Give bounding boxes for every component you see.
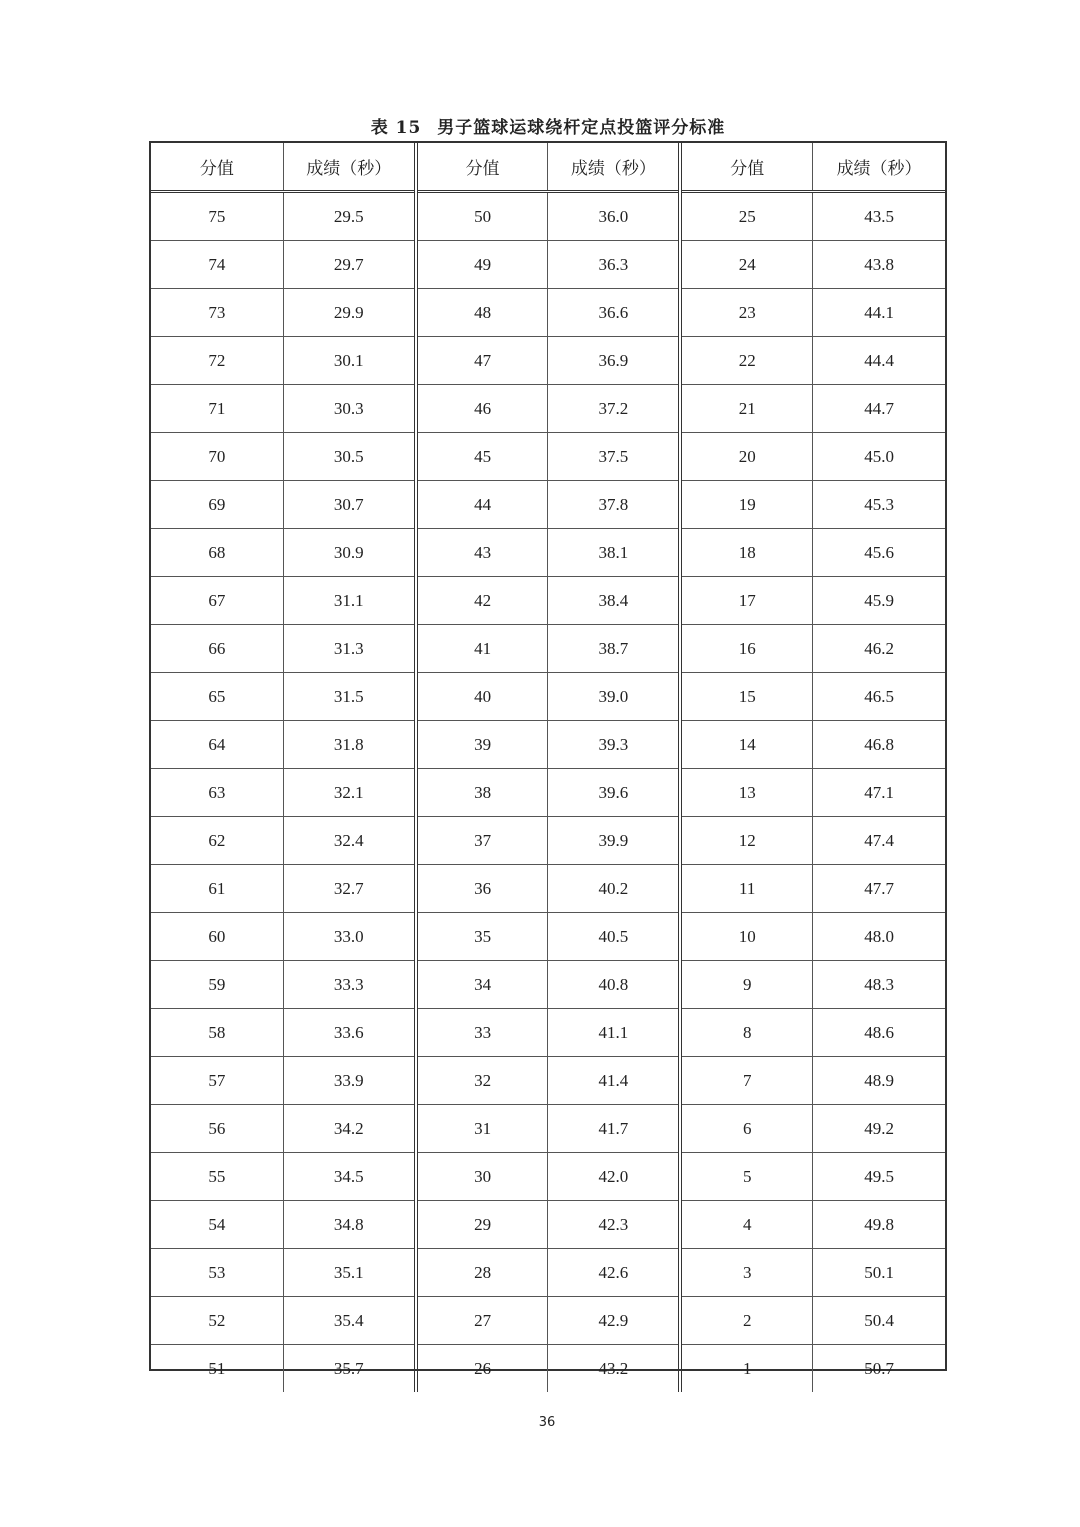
score-cell: 9 bbox=[680, 961, 812, 1009]
score-cell: 8 bbox=[680, 1009, 812, 1057]
time-cell: 45.6 bbox=[813, 529, 945, 577]
time-cell: 46.5 bbox=[813, 673, 945, 721]
table-row bbox=[151, 1345, 945, 1393]
time-cell: 33.9 bbox=[283, 1057, 415, 1105]
score-cell: 56 bbox=[151, 1105, 283, 1153]
score-cell: 21 bbox=[680, 385, 812, 433]
score-cell: 50 bbox=[416, 192, 548, 241]
time-cell: 31.1 bbox=[283, 577, 415, 625]
time-cell: 32.1 bbox=[283, 769, 415, 817]
time-cell: 36.9 bbox=[548, 337, 680, 385]
time-cell: 34.2 bbox=[283, 1105, 415, 1153]
time-cell: 48.9 bbox=[813, 1057, 945, 1105]
time-cell: 49.8 bbox=[813, 1201, 945, 1249]
time-cell: 29.9 bbox=[283, 289, 415, 337]
time-cell: 49.2 bbox=[813, 1105, 945, 1153]
score-cell: 57 bbox=[151, 1057, 283, 1105]
time-cell: 30.1 bbox=[283, 337, 415, 385]
time-cell: 47.4 bbox=[813, 817, 945, 865]
score-cell: 36 bbox=[416, 865, 548, 913]
time-cell: 41.7 bbox=[548, 1105, 680, 1153]
table-row bbox=[151, 1009, 945, 1057]
score-cell: 61 bbox=[151, 865, 283, 913]
time-cell: 42.3 bbox=[548, 1201, 680, 1249]
table-row bbox=[151, 865, 945, 913]
table-row bbox=[151, 192, 945, 241]
table-row bbox=[151, 433, 945, 481]
score-cell: 49 bbox=[416, 241, 548, 289]
score-cell: 47 bbox=[416, 337, 548, 385]
table-body bbox=[151, 192, 945, 1393]
time-cell: 50.1 bbox=[813, 1249, 945, 1297]
time-cell: 34.5 bbox=[283, 1153, 415, 1201]
score-cell: 23 bbox=[680, 289, 812, 337]
time-cell: 33.3 bbox=[283, 961, 415, 1009]
time-cell: 37.2 bbox=[548, 385, 680, 433]
time-cell: 50.4 bbox=[813, 1297, 945, 1345]
score-cell: 4 bbox=[680, 1201, 812, 1249]
table-row bbox=[151, 385, 945, 433]
time-cell: 31.5 bbox=[283, 673, 415, 721]
table-row bbox=[151, 289, 945, 337]
score-cell: 64 bbox=[151, 721, 283, 769]
time-cell: 33.0 bbox=[283, 913, 415, 961]
scoring-table bbox=[151, 143, 945, 1392]
table-row bbox=[151, 529, 945, 577]
score-cell: 67 bbox=[151, 577, 283, 625]
score-cell: 48 bbox=[416, 289, 548, 337]
time-cell: 47.1 bbox=[813, 769, 945, 817]
score-cell: 30 bbox=[416, 1153, 548, 1201]
time-cell: 48.0 bbox=[813, 913, 945, 961]
score-cell: 45 bbox=[416, 433, 548, 481]
score-cell: 42 bbox=[416, 577, 548, 625]
score-cell: 60 bbox=[151, 913, 283, 961]
score-cell: 68 bbox=[151, 529, 283, 577]
time-cell: 36.0 bbox=[548, 192, 680, 241]
score-cell: 74 bbox=[151, 241, 283, 289]
time-cell: 45.3 bbox=[813, 481, 945, 529]
time-cell: 38.7 bbox=[548, 625, 680, 673]
time-cell: 34.8 bbox=[283, 1201, 415, 1249]
table-row bbox=[151, 961, 945, 1009]
score-cell: 19 bbox=[680, 481, 812, 529]
time-cell: 41.4 bbox=[548, 1057, 680, 1105]
score-cell: 20 bbox=[680, 433, 812, 481]
score-cell: 41 bbox=[416, 625, 548, 673]
time-cell: 39.6 bbox=[548, 769, 680, 817]
time-cell: 44.7 bbox=[813, 385, 945, 433]
table-row bbox=[151, 1201, 945, 1249]
score-cell: 70 bbox=[151, 433, 283, 481]
table-row bbox=[151, 673, 945, 721]
score-cell: 11 bbox=[680, 865, 812, 913]
time-cell: 43.5 bbox=[813, 192, 945, 241]
score-cell: 54 bbox=[151, 1201, 283, 1249]
score-cell: 12 bbox=[680, 817, 812, 865]
time-cell: 43.8 bbox=[813, 241, 945, 289]
time-cell: 31.3 bbox=[283, 625, 415, 673]
table-row bbox=[151, 1105, 945, 1153]
score-cell: 35 bbox=[416, 913, 548, 961]
score-cell: 14 bbox=[680, 721, 812, 769]
score-cell: 39 bbox=[416, 721, 548, 769]
score-cell: 71 bbox=[151, 385, 283, 433]
table-row bbox=[151, 337, 945, 385]
score-cell: 44 bbox=[416, 481, 548, 529]
score-cell: 69 bbox=[151, 481, 283, 529]
time-cell: 38.1 bbox=[548, 529, 680, 577]
time-cell: 47.7 bbox=[813, 865, 945, 913]
score-cell: 51 bbox=[151, 1345, 283, 1393]
table-row bbox=[151, 1153, 945, 1201]
header-score: 分值 bbox=[416, 143, 548, 192]
score-cell: 18 bbox=[680, 529, 812, 577]
score-cell: 2 bbox=[680, 1297, 812, 1345]
score-cell: 5 bbox=[680, 1153, 812, 1201]
time-cell: 43.2 bbox=[548, 1345, 680, 1393]
table-row bbox=[151, 1057, 945, 1105]
time-cell: 39.0 bbox=[548, 673, 680, 721]
header-score: 分值 bbox=[680, 143, 812, 192]
time-cell: 30.9 bbox=[283, 529, 415, 577]
scoring-table-frame bbox=[149, 141, 947, 1378]
time-cell: 40.5 bbox=[548, 913, 680, 961]
table-row bbox=[151, 913, 945, 961]
table-row bbox=[151, 817, 945, 865]
time-cell: 39.3 bbox=[548, 721, 680, 769]
header-time: 成绩（秒） bbox=[548, 143, 680, 192]
time-cell: 30.3 bbox=[283, 385, 415, 433]
time-cell: 50.7 bbox=[813, 1345, 945, 1393]
time-cell: 42.0 bbox=[548, 1153, 680, 1201]
score-cell: 22 bbox=[680, 337, 812, 385]
score-cell: 25 bbox=[680, 192, 812, 241]
score-cell: 46 bbox=[416, 385, 548, 433]
score-cell: 33 bbox=[416, 1009, 548, 1057]
time-cell: 37.5 bbox=[548, 433, 680, 481]
table-header-row bbox=[151, 143, 945, 192]
score-cell: 65 bbox=[151, 673, 283, 721]
table-row bbox=[151, 481, 945, 529]
table-row bbox=[151, 769, 945, 817]
score-cell: 32 bbox=[416, 1057, 548, 1105]
score-cell: 52 bbox=[151, 1297, 283, 1345]
time-cell: 36.6 bbox=[548, 289, 680, 337]
score-cell: 53 bbox=[151, 1249, 283, 1297]
header-score: 分值 bbox=[151, 143, 283, 192]
score-cell: 40 bbox=[416, 673, 548, 721]
time-cell: 42.6 bbox=[548, 1249, 680, 1297]
time-cell: 48.3 bbox=[813, 961, 945, 1009]
score-cell: 63 bbox=[151, 769, 283, 817]
score-cell: 58 bbox=[151, 1009, 283, 1057]
score-cell: 1 bbox=[680, 1345, 812, 1393]
time-cell: 35.4 bbox=[283, 1297, 415, 1345]
score-cell: 13 bbox=[680, 769, 812, 817]
time-cell: 42.9 bbox=[548, 1297, 680, 1345]
time-cell: 29.5 bbox=[283, 192, 415, 241]
score-cell: 73 bbox=[151, 289, 283, 337]
score-cell: 6 bbox=[680, 1105, 812, 1153]
score-cell: 3 bbox=[680, 1249, 812, 1297]
score-cell: 26 bbox=[416, 1345, 548, 1393]
table-row bbox=[151, 625, 945, 673]
time-cell: 48.6 bbox=[813, 1009, 945, 1057]
time-cell: 29.7 bbox=[283, 241, 415, 289]
table-row bbox=[151, 1249, 945, 1297]
score-cell: 43 bbox=[416, 529, 548, 577]
table-row bbox=[151, 577, 945, 625]
time-cell: 45.9 bbox=[813, 577, 945, 625]
header-time: 成绩（秒） bbox=[283, 143, 415, 192]
header-time: 成绩（秒） bbox=[813, 143, 945, 192]
time-cell: 30.5 bbox=[283, 433, 415, 481]
time-cell: 44.4 bbox=[813, 337, 945, 385]
score-cell: 62 bbox=[151, 817, 283, 865]
score-cell: 16 bbox=[680, 625, 812, 673]
time-cell: 37.8 bbox=[548, 481, 680, 529]
time-cell: 41.1 bbox=[548, 1009, 680, 1057]
score-cell: 37 bbox=[416, 817, 548, 865]
score-cell: 24 bbox=[680, 241, 812, 289]
time-cell: 44.1 bbox=[813, 289, 945, 337]
time-cell: 36.3 bbox=[548, 241, 680, 289]
score-cell: 55 bbox=[151, 1153, 283, 1201]
time-cell: 38.4 bbox=[548, 577, 680, 625]
score-cell: 28 bbox=[416, 1249, 548, 1297]
page-number: 36 bbox=[538, 1415, 556, 1430]
table-number: 表 15 bbox=[370, 118, 422, 138]
score-cell: 29 bbox=[416, 1201, 548, 1249]
time-cell: 49.5 bbox=[813, 1153, 945, 1201]
table-row bbox=[151, 241, 945, 289]
score-cell: 17 bbox=[680, 577, 812, 625]
score-cell: 31 bbox=[416, 1105, 548, 1153]
time-cell: 45.0 bbox=[813, 433, 945, 481]
score-cell: 7 bbox=[680, 1057, 812, 1105]
table-row bbox=[151, 1297, 945, 1345]
time-cell: 46.2 bbox=[813, 625, 945, 673]
time-cell: 32.7 bbox=[283, 865, 415, 913]
time-cell: 39.9 bbox=[548, 817, 680, 865]
score-cell: 34 bbox=[416, 961, 548, 1009]
time-cell: 35.1 bbox=[283, 1249, 415, 1297]
time-cell: 30.7 bbox=[283, 481, 415, 529]
time-cell: 32.4 bbox=[283, 817, 415, 865]
time-cell: 33.6 bbox=[283, 1009, 415, 1057]
score-cell: 15 bbox=[680, 673, 812, 721]
time-cell: 35.7 bbox=[283, 1345, 415, 1393]
time-cell: 46.8 bbox=[813, 721, 945, 769]
score-cell: 10 bbox=[680, 913, 812, 961]
score-cell: 72 bbox=[151, 337, 283, 385]
score-cell: 38 bbox=[416, 769, 548, 817]
time-cell: 40.2 bbox=[548, 865, 680, 913]
time-cell: 31.8 bbox=[283, 721, 415, 769]
table-caption: 男子篮球运球绕杆定点投篮评分标准 bbox=[437, 118, 726, 138]
table-title bbox=[0, 113, 1080, 138]
time-cell: 40.8 bbox=[548, 961, 680, 1009]
score-cell: 66 bbox=[151, 625, 283, 673]
score-cell: 59 bbox=[151, 961, 283, 1009]
table-row bbox=[151, 721, 945, 769]
score-cell: 75 bbox=[151, 192, 283, 241]
score-cell: 27 bbox=[416, 1297, 548, 1345]
